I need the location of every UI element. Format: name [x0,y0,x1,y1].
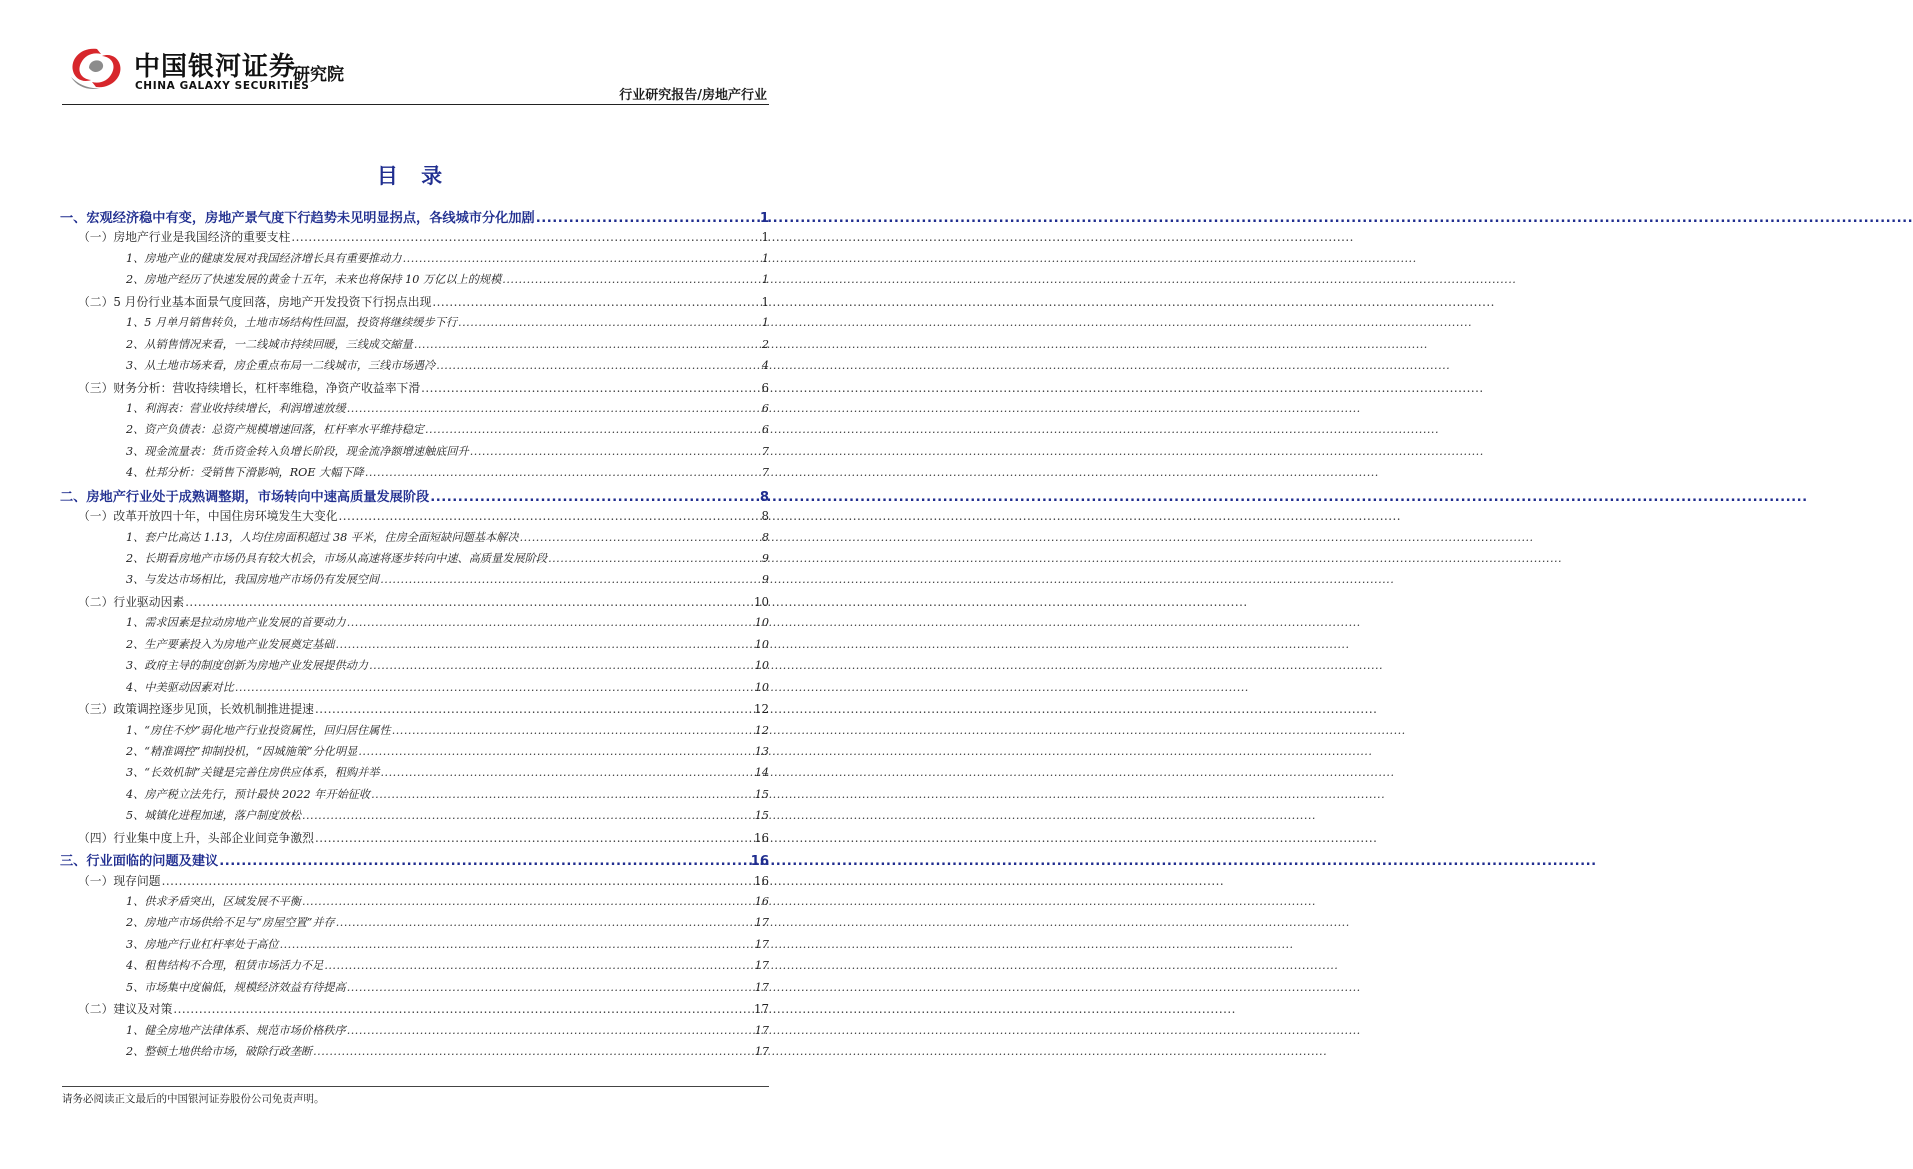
toc-entry-level-2[interactable] [60,593,769,614]
toc-dot-leader [392,724,753,737]
toc-entry-level-3[interactable] [60,400,769,421]
toc-page-number: 17 [753,1002,769,1017]
page-header [62,36,769,108]
toc-entry-title: 4、房产税立法先行，预计最快 2022 年开始征收 [126,787,371,801]
toc-dot-leader [347,1024,753,1037]
toc-entry-level-3[interactable] [60,529,769,550]
toc-entry-level-3[interactable] [60,979,769,1000]
toc-page-number: 4 [761,359,769,373]
toc-page-number: 1 [759,211,769,226]
toc-dot-leader [425,423,760,436]
toc-entry-level-2[interactable] [60,829,769,850]
toc-entry-level-3[interactable] [60,421,769,442]
toc-entry-level-3[interactable] [60,936,769,957]
toc-entry-level-3[interactable] [60,807,769,828]
toc-entry-level-3[interactable] [60,357,769,378]
toc-entry-level-3[interactable] [60,764,769,785]
toc-page-number: 14 [754,766,769,780]
toc-entry-title: 2、整顿土地供给市场，破除行政垄断 [126,1045,313,1059]
toc-entry-level-1[interactable] [60,486,769,507]
toc-entry-title: 1、“房住不炒”弱化地产行业投资属性，回归居住属性 [126,723,391,737]
toc-entry-title: （二）5 月份行业基本面景气度回落，房地产开发投资下行拐点出现 [78,294,432,309]
toc-entry-level-2[interactable] [60,1000,769,1021]
toc-entry-title: （一）现存问题 [78,873,161,888]
toc-entry-level-3[interactable] [60,722,769,743]
toc-page-number: 12 [754,723,769,737]
toc-dot-leader [315,702,752,716]
toc-page-number: 15 [754,809,769,823]
toc-dot-leader [235,681,753,694]
toc-entry-title: 1、房地产业的健康发展对我国经济增长具有重要推动力 [126,251,402,265]
toc-page-number: 17 [754,937,769,951]
toc-entry-title: 1、健全房地产法律体系、规范市场价格秩序 [126,1023,346,1037]
toc-dot-leader [536,211,758,226]
toc-entry-title: 1、需求因素是拉动房地产业发展的首要动力 [126,616,346,630]
report-type: 行业研究报告/房地产行业 [619,88,767,103]
toc-page-number: 10 [753,594,769,609]
toc-entry-title: 1、5 月单月销售转负，土地市场结构性回温，投资将继续缓步下行 [126,316,458,330]
header-divider [62,104,769,105]
toc-entry-title: （三）财务分析：营收持续增长，杠杆率维稳，净资产收益率下滑 [78,380,421,395]
toc-entry-title: 2、资产负债表：总资产规模增速回落，杠杆率水平维持稳定 [126,423,424,437]
toc-dot-leader [291,230,759,244]
toc-dot-leader [302,895,753,908]
toc-dot-leader [347,402,760,415]
toc-entry-title: 4、中美驱动因素对比 [126,680,234,694]
toc-dot-leader [280,938,753,951]
toc-entry-title: 5、市场集中度偏低，规模经济效益有待提高 [126,980,346,994]
toc-page-number: 10 [754,680,769,694]
toc-dot-leader [162,874,752,888]
toc-dot-leader [371,788,753,801]
toc-page-number: 1 [761,273,769,287]
toc-dot-leader [185,595,752,609]
toc-entry-level-3[interactable] [60,743,769,764]
toc-entry-title: （二）建议及对策 [78,1002,173,1017]
toc-entry-level-3[interactable] [60,786,769,807]
toc-page-number: 7 [761,444,769,458]
toc-entry-title: （三）政策调控逐步见顶，长效机制推进提速 [78,702,314,717]
toc-dot-leader [339,509,760,523]
toc-entry-title: 二、房地产行业处于成熟调整期，市场转向中速高质量发展阶段 [60,489,430,505]
toc-dot-leader [324,959,752,972]
toc-page-number: 17 [754,980,769,994]
toc-entry-title: 3、政府主导的制度创新为房地产业发展提供动力 [126,659,369,673]
toc-dot-leader [380,573,760,586]
toc-entry-level-2[interactable] [60,293,769,314]
toc-entry-title: 2、长期看房地产市场仍具有较大机会，市场从高速将逐步转向中速、高质量发展阶段 [126,552,548,565]
toc-entry-title: （一）房地产行业是我国经济的重要支柱 [78,230,291,245]
toc-entry-level-3[interactable] [60,250,769,271]
toc-entry-level-3[interactable] [60,1043,769,1064]
toc-entry-level-3[interactable] [60,464,769,485]
table-of-contents [60,207,769,1065]
toc-page-number: 16 [754,895,769,908]
toc-dot-leader [358,745,752,758]
toc-page-number: 1 [761,316,769,330]
toc-entry-level-2[interactable] [60,872,769,893]
toc-dot-leader [520,531,760,544]
toc-dot-leader [470,445,760,458]
toc-entry-level-2[interactable] [60,700,769,721]
institute-name: 研究院 [293,65,344,85]
toc-entry-title: 2、房地产市场供给不足与“房屋空置”并存 [126,916,335,930]
toc-page-number: 6 [761,423,769,437]
toc-entry-title: 2、生产要素投入为房地产业发展奠定基础 [126,637,335,651]
toc-dot-leader [403,252,760,265]
toc-entry-level-1[interactable] [60,850,769,871]
toc-page-number: 17 [754,1045,769,1059]
toc-entry-level-1[interactable] [60,207,769,228]
toc-page-number: 9 [761,573,769,587]
toc-entry-level-3[interactable] [60,336,769,357]
toc-dot-leader [173,1002,752,1016]
toc-page-number: 2 [761,337,769,351]
toc-entry-title: 1、供求矛盾突出，区域发展不平衡 [126,895,301,908]
toc-dot-leader [347,616,753,629]
toc-page-number: 6 [761,401,769,415]
toc-dot-leader [458,316,760,329]
toc-page-number: 16 [750,854,769,870]
toc-entry-title: （二）行业驱动因素 [78,594,185,609]
toc-page-number: 10 [754,659,769,673]
toc-page-number: 16 [753,830,769,845]
toc-page-number: 7 [761,466,769,480]
logo-chinese-name: 中国银河证券 [134,52,297,82]
toc-entry-title: 3、从土地市场来看，房企重点布局一二线城市，三线市场遇冷 [126,359,436,373]
logo-english-name: CHINA GALAXY SECURITIES [135,80,310,92]
toc-page-number: 15 [754,787,769,801]
toc-page-number: 10 [754,637,769,651]
toc-page-number: 12 [753,702,769,717]
toc-entry-level-3[interactable] [60,614,769,635]
toc-entry-title: 2、房地产经历了快速发展的黄金十五年，未来也将保持 10 万亿以上的规模 [126,273,502,287]
toc-entry-level-3[interactable] [60,957,769,978]
toc-entry-level-2[interactable] [60,228,769,249]
toc-page-number: 1 [761,294,769,309]
toc-page-number: 1 [761,251,769,265]
toc-entry-title: 1、套户比高达 1.13，人均住房面积超过 38 平米，住房全面短缺问题基本解决 [126,530,519,544]
toc-entry-level-3[interactable] [60,1022,769,1043]
toc-entry-title: 三、行业面临的问题及建议 [60,854,219,870]
toc-page-number: 1 [761,230,769,245]
toc-entry-level-3[interactable] [60,636,769,657]
toc-entry-title: 1、利润表：营业收持续增长，利润增速放缓 [126,401,346,415]
toc-entry-level-3[interactable] [60,657,769,678]
toc-page-number: 10 [754,616,769,630]
toc-dot-leader [430,490,758,505]
toc-entry-title: 2、从销售情况来看，一二线城市持续回暖，三线成交縮量 [126,337,413,351]
toc-entry-level-3[interactable] [60,893,769,914]
toc-page-number: 6 [761,380,769,395]
toc-entry-title: 5、城镇化进程加速，落户制度放松 [126,809,301,823]
toc-page-number: 17 [754,916,769,930]
toc-page-number: 16 [753,873,769,888]
toc-dot-leader [315,831,752,845]
toc-dot-leader [336,638,753,651]
toc-entry-title: 3、现金流量表：货币资金转入负增长阶段，现金流净额增速触底回升 [126,444,469,458]
toc-entry-title: 3、“长效机制”关键是完善住房供应体系，租购并举 [126,766,380,780]
footer-divider [62,1086,769,1087]
toc-dot-leader [432,295,759,309]
toc-page-number: 9 [761,552,769,565]
toc-dot-leader [369,659,753,672]
toc-page-number: 17 [754,959,769,973]
toc-entry-level-3[interactable] [60,571,769,592]
toc-entry-level-3[interactable] [60,314,769,335]
toc-entry-level-3[interactable] [60,914,769,935]
toc-dot-leader [421,381,759,395]
toc-entry-title: 4、杜邦分析：受销售下滑影响，ROE 大幅下降 [126,466,364,480]
toc-page-number: 8 [759,489,769,505]
toc-dot-leader [381,766,753,779]
toc-dot-leader [414,338,760,351]
toc-entry-title: 2、“精准调控”抑制投机，“因城施策”分化明显 [126,744,358,758]
toc-entry-title: 4、租售结构不合理，租赁市场活力不足 [126,959,324,973]
toc-entry-level-3[interactable] [60,679,769,700]
toc-page-number: 8 [761,509,769,524]
toc-dot-leader [313,1045,753,1058]
toc-page-number: 17 [754,1023,769,1037]
toc-dot-leader [548,552,760,565]
toc-dot-leader [436,359,760,372]
toc-entry-level-2[interactable] [60,507,769,528]
toc-page-number: 13 [754,744,769,758]
toc-entry-title: （四）行业集中度上升，头部企业间竞争激烈 [78,830,314,845]
toc-dot-leader [302,809,753,822]
toc-dot-leader [347,981,753,994]
toc-dot-leader [219,854,748,869]
toc-entry-title: 3、房地产行业杠杆率处于高位 [126,937,279,951]
toc-page-number: 8 [761,530,769,544]
toc-entry-level-3[interactable] [60,443,769,464]
toc-entry-level-2[interactable] [60,379,769,400]
footer-disclaimer: 请务必阅读正文最后的中国银河证券股份公司免责声明。 [62,1093,325,1105]
toc-dot-leader [365,466,760,479]
galaxy-swirl-logo-icon [67,43,125,93]
toc-dot-leader [502,273,760,286]
toc-dot-leader [336,916,753,929]
toc-entry-title: 3、与发达市场相比，我国房地产市场仍有发展空间 [126,573,380,587]
toc-entry-level-3[interactable] [60,550,769,571]
toc-entry-level-3[interactable] [60,271,769,292]
toc-entry-title: 一、宏观经济稳中有变，房地产景气度下行趋势未见明显拐点，各线城市分化加剧 [60,211,535,226]
toc-title: 目 录 [376,164,451,188]
toc-entry-title: （一）改革开放四十年，中国住房环境发生大变化 [78,509,338,524]
